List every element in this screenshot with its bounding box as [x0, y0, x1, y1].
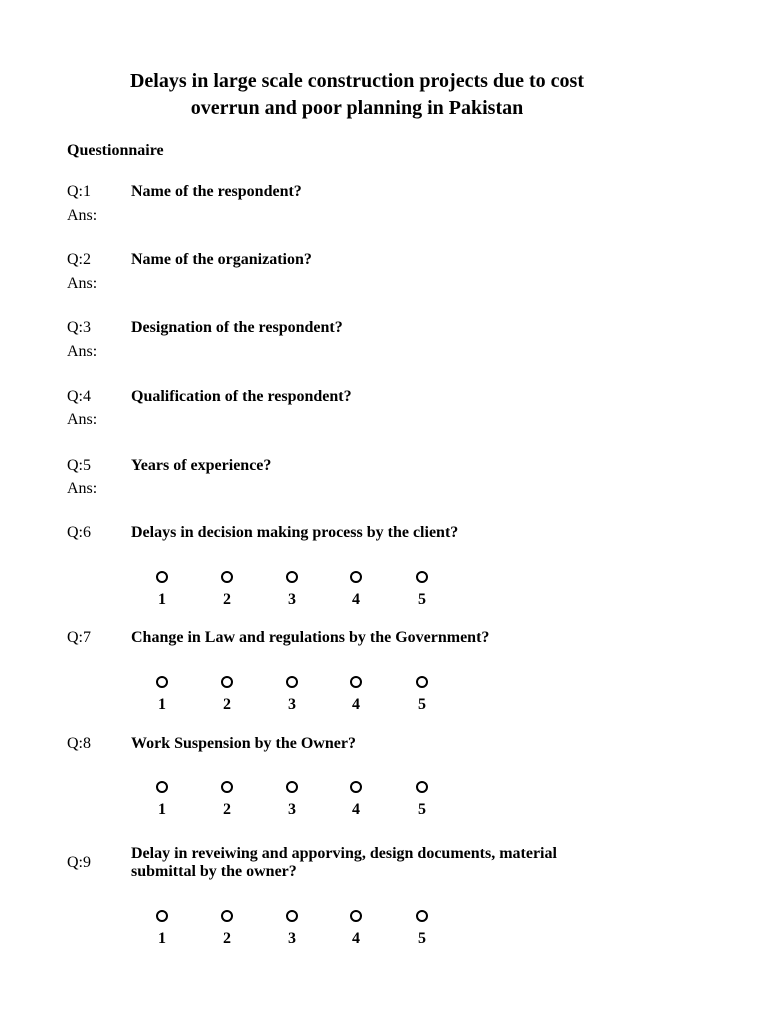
- radio-option-5[interactable]: [416, 781, 428, 793]
- answer-label: Ans:: [67, 480, 98, 497]
- option-label: 4: [352, 696, 360, 713]
- rating-scale: [150, 910, 440, 950]
- question-number: Q:6: [67, 524, 91, 541]
- option-label: 4: [352, 591, 360, 608]
- document-title: [0, 68, 714, 122]
- question-text: Years of experience?: [131, 457, 272, 474]
- radio-option-5[interactable]: [416, 910, 428, 922]
- title-line-1: Delays in large scale construction projects due to cost: [129, 70, 584, 92]
- option-label: 3: [288, 696, 296, 713]
- radio-option-5[interactable]: [416, 571, 428, 583]
- question-number: Q:3: [67, 319, 91, 336]
- answer-label: Ans:: [67, 275, 98, 292]
- option-label: 4: [352, 801, 360, 818]
- radio-option-2[interactable]: [221, 676, 233, 688]
- title-line-2: overrun and poor planning in Pakistan: [190, 97, 524, 119]
- section-heading: Questionnaire: [67, 142, 164, 159]
- option-label: 5: [418, 696, 426, 713]
- radio-option-3[interactable]: [286, 571, 298, 583]
- radio-option-1[interactable]: [156, 676, 168, 688]
- question-text: Qualification of the respondent?: [131, 388, 352, 405]
- radio-option-5[interactable]: [416, 676, 428, 688]
- question-number: Q:5: [67, 457, 91, 474]
- answer-label: Ans:: [67, 411, 98, 428]
- option-label: 2: [223, 801, 231, 818]
- option-label: 2: [223, 696, 231, 713]
- radio-option-2[interactable]: [221, 571, 233, 583]
- question-text-line-1: Delay in reveiwing and apporving, design documents, material: [131, 845, 557, 862]
- question-text: Name of the respondent?: [131, 183, 302, 200]
- radio-option-4[interactable]: [350, 781, 362, 793]
- question-text: [131, 845, 601, 881]
- radio-option-1[interactable]: [156, 910, 168, 922]
- option-label: 1: [158, 801, 166, 818]
- question-number: Q:9: [67, 854, 91, 871]
- option-label: 1: [158, 591, 166, 608]
- question-number: Q:8: [67, 735, 91, 752]
- question-text: Change in Law and regulations by the Government?: [131, 629, 490, 646]
- option-label: 3: [288, 801, 296, 818]
- question-number: Q:2: [67, 251, 91, 268]
- option-label: 1: [158, 696, 166, 713]
- question-number: Q:1: [67, 183, 91, 200]
- radio-option-2[interactable]: [221, 781, 233, 793]
- rating-scale: [150, 571, 440, 611]
- option-label: 4: [352, 930, 360, 947]
- rating-scale: [150, 781, 440, 821]
- option-label: 5: [418, 591, 426, 608]
- question-text: Work Suspension by the Owner?: [131, 735, 356, 752]
- radio-option-1[interactable]: [156, 571, 168, 583]
- option-label: 2: [223, 591, 231, 608]
- option-label: 3: [288, 930, 296, 947]
- rating-scale: [150, 676, 440, 716]
- radio-option-4[interactable]: [350, 676, 362, 688]
- option-label: 5: [418, 930, 426, 947]
- radio-option-3[interactable]: [286, 676, 298, 688]
- question-number: Q:7: [67, 629, 91, 646]
- radio-option-4[interactable]: [350, 910, 362, 922]
- option-label: 3: [288, 591, 296, 608]
- radio-option-1[interactable]: [156, 781, 168, 793]
- question-text: Delays in decision making process by the client?: [131, 524, 459, 541]
- question-number: Q:4: [67, 388, 91, 405]
- radio-option-2[interactable]: [221, 910, 233, 922]
- answer-label: Ans:: [67, 207, 98, 224]
- option-label: 2: [223, 930, 231, 947]
- question-text: Designation of the respondent?: [131, 319, 343, 336]
- radio-option-3[interactable]: [286, 781, 298, 793]
- option-label: 1: [158, 930, 166, 947]
- radio-option-3[interactable]: [286, 910, 298, 922]
- question-text-line-2: submittal by the owner?: [131, 863, 297, 880]
- radio-option-4[interactable]: [350, 571, 362, 583]
- answer-label: Ans:: [67, 343, 98, 360]
- option-label: 5: [418, 801, 426, 818]
- question-text: Name of the organization?: [131, 251, 312, 268]
